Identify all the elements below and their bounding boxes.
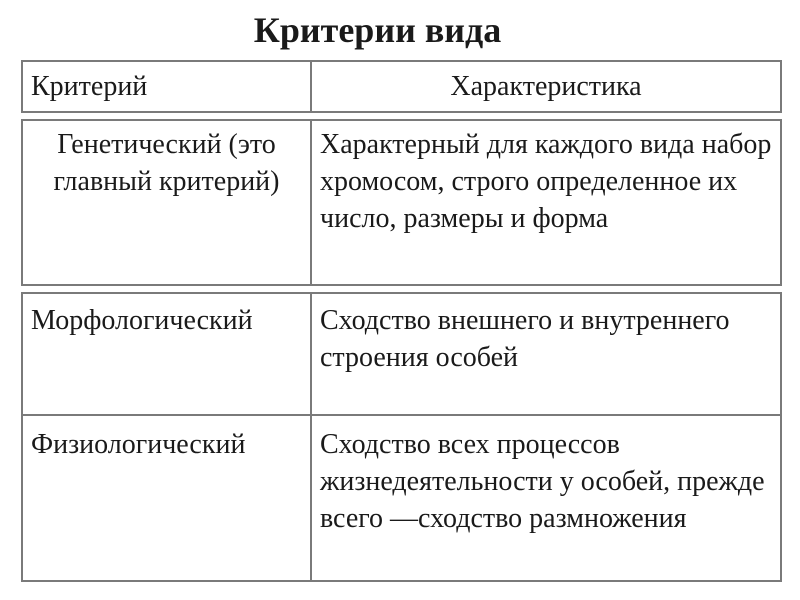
table-row [23, 414, 780, 580]
header-characteristic: Характеристика [450, 71, 642, 102]
characteristic-cell: Сходство внешнего и внутреннего строения особей [320, 305, 730, 373]
table-section-other [21, 292, 782, 582]
table-header-row [23, 62, 780, 111]
table-row [23, 121, 780, 284]
characteristic-cell: Характерный для каждого вида набор хромосом, строго определенное их число, размеры и форма [320, 129, 772, 234]
table-header [21, 60, 782, 113]
header-criterion: Критерий [23, 62, 312, 111]
table-row [23, 294, 780, 414]
criterion-cell: Физиологический [23, 416, 312, 580]
criterion-cell: Морфологический [23, 294, 312, 414]
criterion-cell: Генетический (это главный критерий) [23, 121, 312, 284]
characteristic-cell: Сходство всех процессов жизнедеятельности у особей, прежде всего —сходство размножения [320, 429, 765, 534]
page-title: Критерии вида [253, 10, 502, 50]
table-section-genetic [21, 119, 782, 286]
